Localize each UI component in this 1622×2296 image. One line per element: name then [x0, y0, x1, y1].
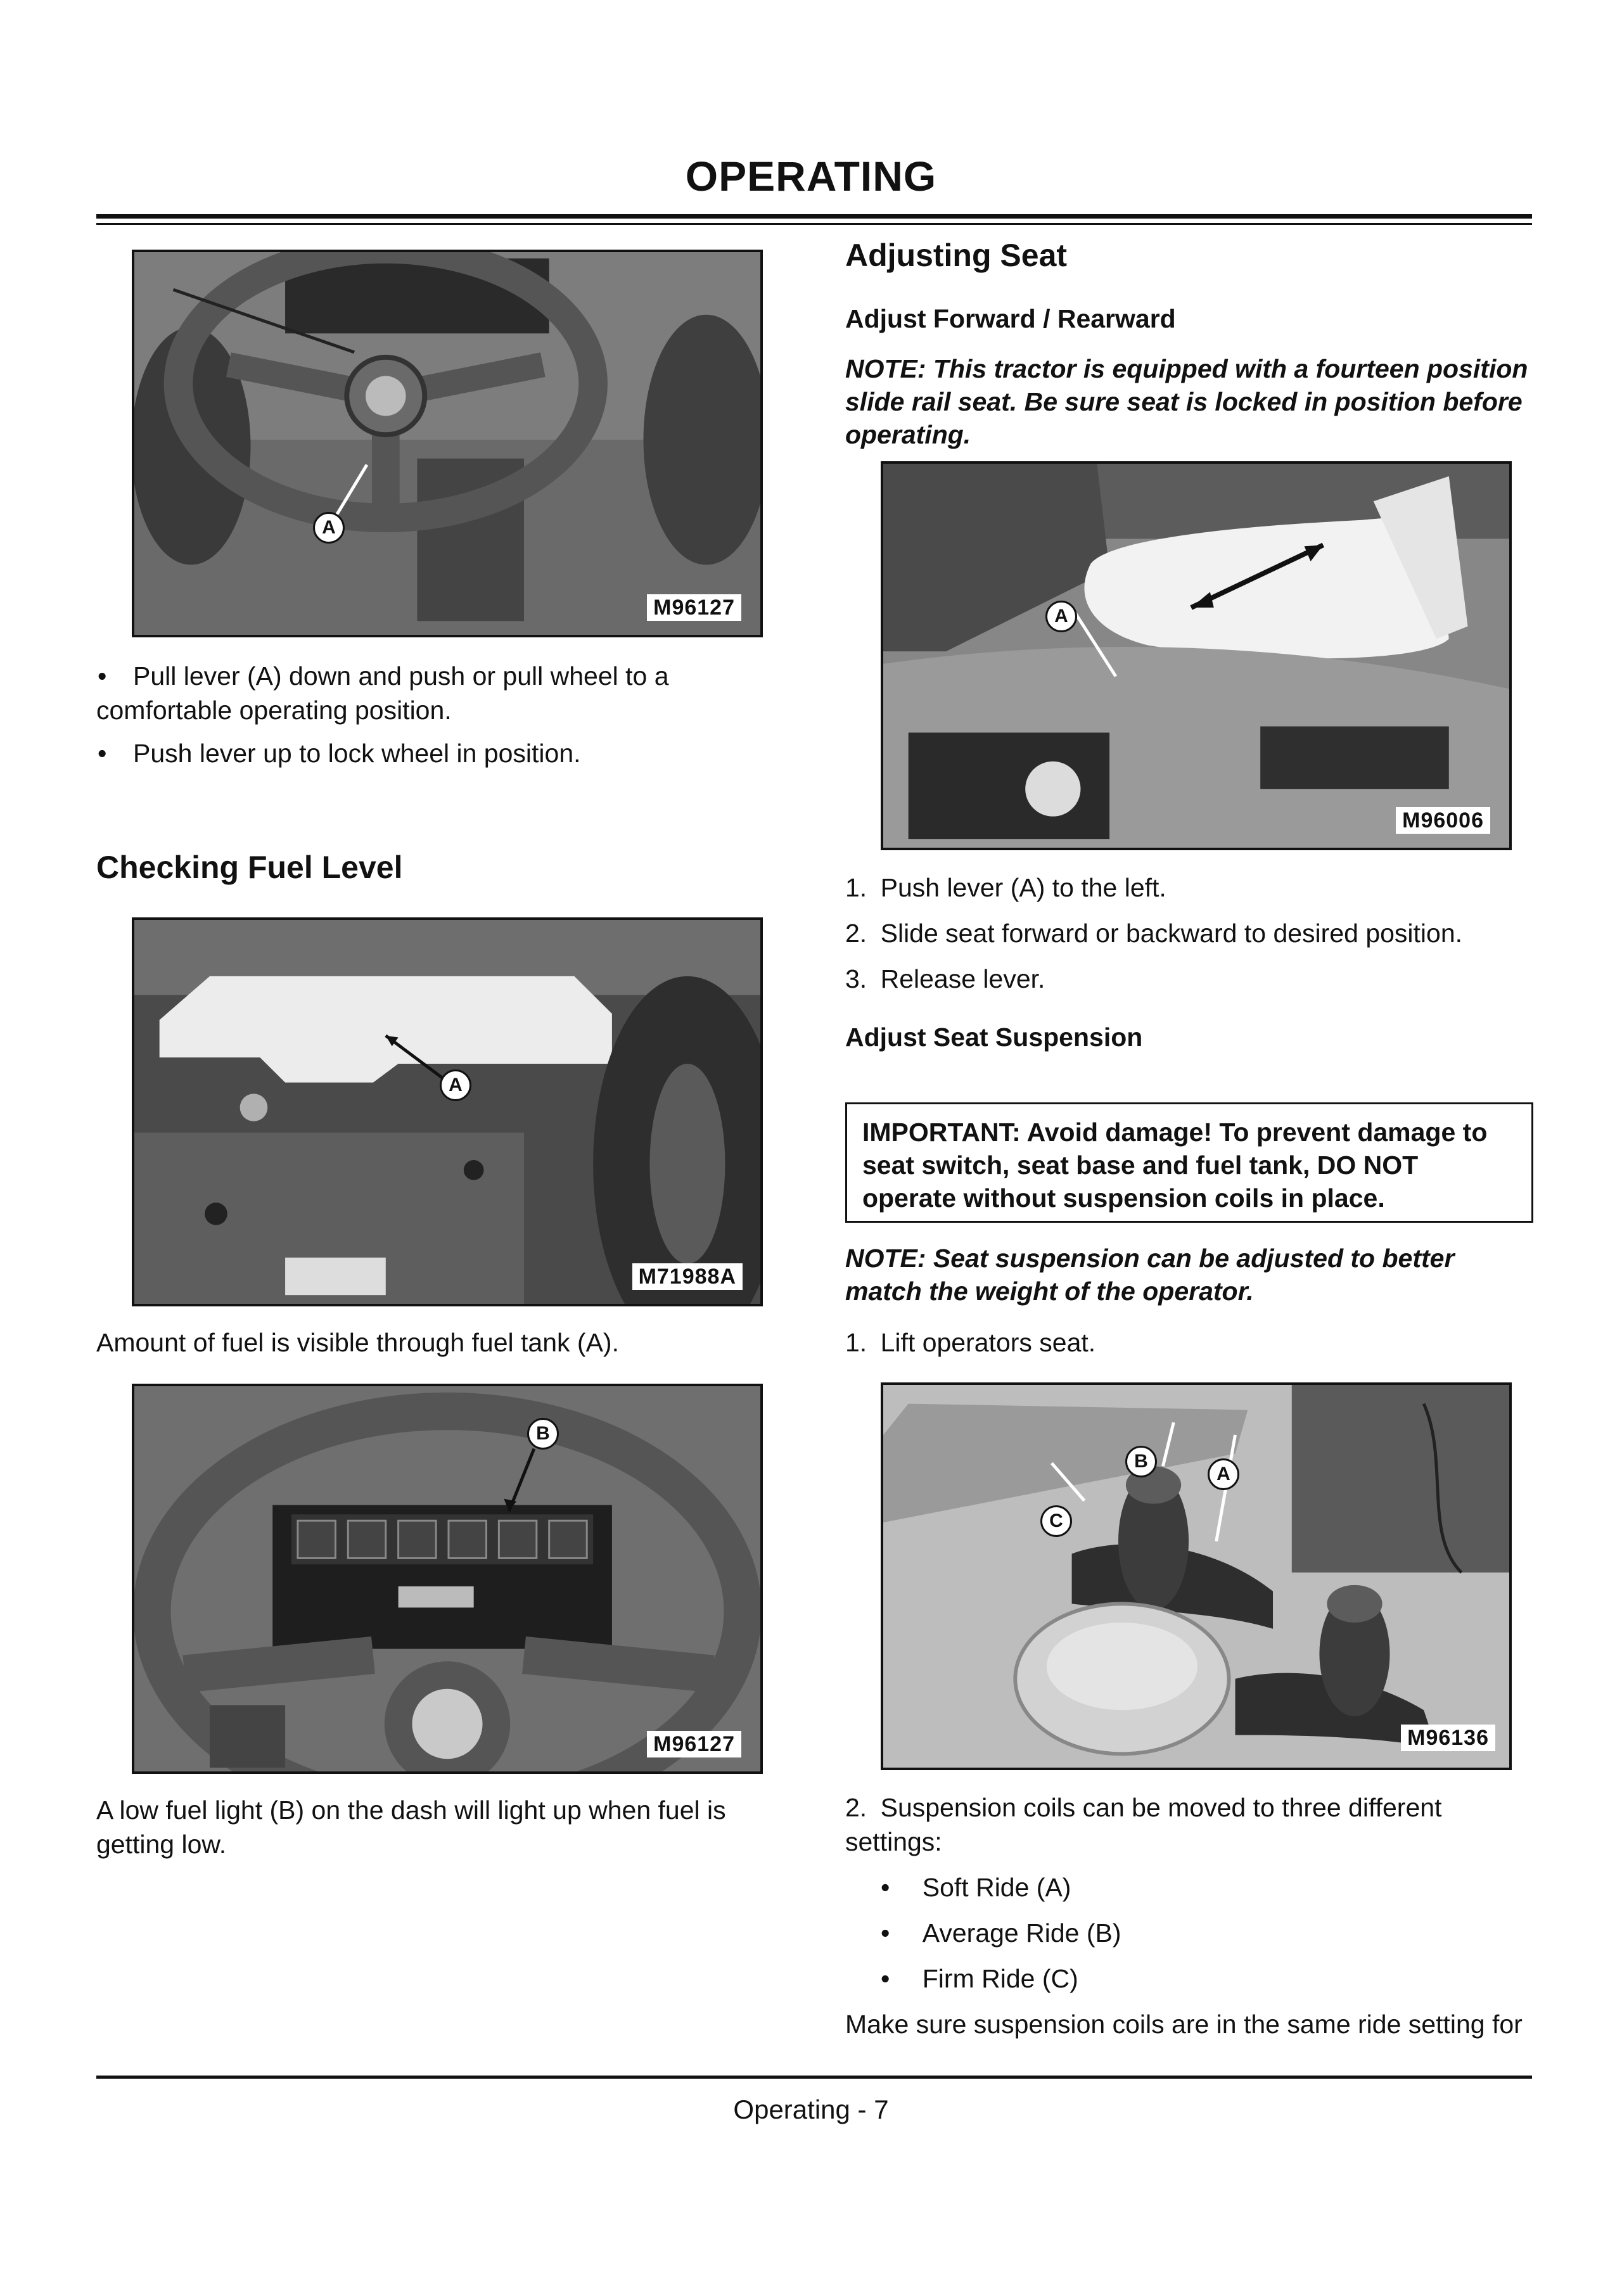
seat-illustration — [883, 464, 1509, 848]
bullet-marker: • — [881, 1964, 890, 1993]
setting-firm-ride: Firm Ride (C) — [922, 1964, 1078, 1993]
callout-b: B — [1125, 1446, 1157, 1477]
fuel-heading: Checking Fuel Level — [96, 850, 403, 885]
closing-text: Make sure suspension coils are in the same ride setting for — [845, 2010, 1523, 2039]
bullet-text: Push lever up to lock wheel in position. — [133, 739, 581, 768]
header-rule-thin — [96, 223, 1532, 225]
list-item — [881, 1961, 1078, 1996]
page-footer: Operating - 7 — [733, 2095, 889, 2124]
bullet-marker: • — [881, 1873, 890, 1902]
figure-code: M96127 — [647, 594, 741, 621]
figure-code: M96127 — [647, 1731, 741, 1757]
bullet-text: Pull lever (A) down and push or pull wheel to a comfortable operating position. — [96, 661, 669, 725]
figure-code: M71988A — [632, 1263, 743, 1290]
forward-subheading: Adjust Forward / Rearward — [845, 304, 1176, 333]
suspension-subheading: Adjust Seat Suspension — [845, 1023, 1143, 1052]
figure-code: M96006 — [1396, 807, 1490, 834]
setting-soft-ride: Soft Ride (A) — [922, 1873, 1071, 1902]
footer-rule — [96, 2076, 1532, 2079]
step-number: 3. — [845, 964, 867, 993]
dash-caption: A low fuel light (B) on the dash will light up when fuel is getting low. — [96, 1795, 726, 1859]
step-item — [845, 962, 1045, 996]
list-item — [96, 736, 781, 770]
dash-illustration — [134, 1386, 760, 1771]
callout-a: A — [1045, 601, 1077, 632]
dash-photo — [132, 1384, 763, 1774]
step-text: Lift operators seat. — [880, 1328, 1096, 1357]
step-number: 1. — [845, 1328, 867, 1357]
steering-wheel-photo — [132, 250, 763, 637]
step-item — [845, 916, 1462, 950]
seat-heading: Adjusting Seat — [845, 238, 1068, 273]
callout-c: C — [1040, 1505, 1072, 1537]
bullet-marker: • — [98, 739, 107, 768]
list-item — [881, 1870, 1071, 1904]
steering-wheel-illustration — [134, 252, 760, 635]
step-number: 1. — [845, 873, 867, 902]
suspension-illustration — [883, 1385, 1509, 1768]
fuel-tank-photo — [132, 917, 763, 1306]
step-item — [845, 1790, 1529, 1859]
section-title: OPERATING — [685, 153, 937, 200]
important-notice: IMPORTANT: Avoid damage! To prevent damage to seat switch, seat base and fuel tank, DO NOT operate without suspension coils in place. — [845, 1102, 1533, 1223]
step-number: 2. — [845, 919, 867, 948]
step-item — [845, 871, 1166, 905]
callout-a: A — [440, 1069, 471, 1101]
step-text: Slide seat forward or backward to desired position. — [880, 919, 1463, 948]
figure-code: M96136 — [1401, 1725, 1495, 1751]
callout-a: A — [1208, 1458, 1239, 1490]
seat-photo — [881, 461, 1512, 850]
suspension-photo — [881, 1382, 1512, 1770]
step-text: Release lever. — [880, 964, 1045, 993]
step-text: Suspension coils can be moved to three different settings: — [845, 1793, 1442, 1856]
fuel-caption: Amount of fuel is visible through fuel tank (A). — [96, 1328, 619, 1357]
step-item — [845, 1325, 1095, 1360]
header-rule-thick — [96, 214, 1532, 219]
bullet-marker: • — [881, 1918, 890, 1948]
fuel-tank-illustration — [134, 920, 760, 1304]
forward-note: NOTE: This tractor is equipped with a fourteen position slide rail seat. Be sure seat is locked in position before operating. — [845, 354, 1528, 449]
callout-b: B — [527, 1418, 559, 1450]
list-item — [881, 1916, 1121, 1950]
step-number: 2. — [845, 1793, 867, 1822]
suspension-note: NOTE: Seat suspension can be adjusted to better match the weight of the operator. — [845, 1244, 1455, 1306]
bullet-marker: • — [98, 661, 107, 691]
step-text: Push lever (A) to the left. — [880, 873, 1166, 902]
list-item — [96, 659, 781, 727]
setting-average-ride: Average Ride (B) — [922, 1918, 1121, 1948]
callout-a: A — [313, 512, 345, 544]
